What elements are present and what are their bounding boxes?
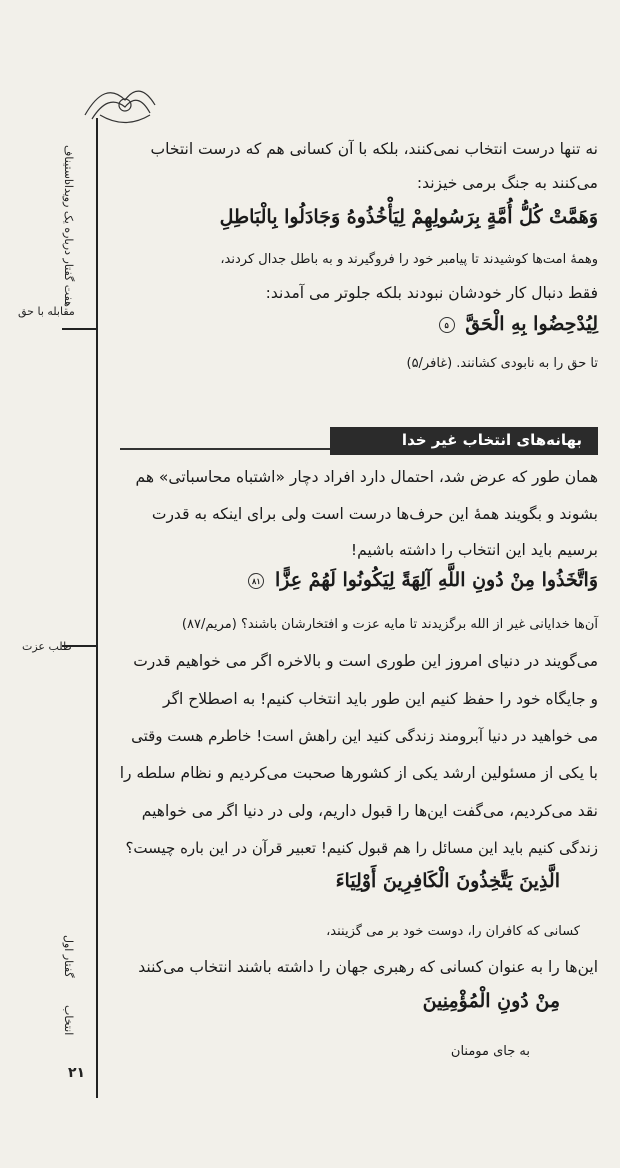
- section-heading-text: بهانه‌های انتخاب غیر خدا: [401, 431, 582, 449]
- translation-2: تا حق را به نابودی کشانند. (غافر/۵): [406, 356, 598, 371]
- margin-part-label: گفتار اول: [62, 935, 75, 978]
- margin-book-subtitle: هفت گفتار درباره یک رویداد: [62, 180, 75, 307]
- quran-verse-2: [120, 313, 598, 335]
- text-line-3: فقط دنبال کار خودشان نبودند بلکه جلوتر می آمدند:: [265, 284, 598, 302]
- section-heading: [330, 427, 598, 455]
- margin-book-title: استیناف: [62, 145, 75, 182]
- text-line-6: برسیم باید این انتخاب را داشته باشیم!: [350, 541, 598, 559]
- text-line-2: می‌کنند به جنگ برمی خیزند:: [416, 174, 598, 192]
- margin-note-haq: مقابله با حق: [18, 305, 75, 318]
- text-line-11: نقد می‌کردیم، می‌گفت این‌ها را قبول داریم، ولی در دنیا اگر می خواهیم: [141, 802, 598, 820]
- quran-verse-2-text: لِيُدْحِضُوا بِهِ الْحَقَّ: [465, 313, 598, 335]
- margin-rule-bottom: [96, 1048, 98, 1098]
- corner-ornament-icon: [80, 75, 160, 135]
- margin-rule-mid: [96, 328, 98, 1048]
- margin-note-izzat: طلب عزت: [22, 640, 72, 653]
- margin-tick-1: [62, 328, 98, 330]
- translation-4: کسانی که کافران را، دوست خود بر می گزینند،: [326, 924, 580, 939]
- translation-3: آن‌ها خدایانی غیر از الله برگزیدند تا مایه عزت و افتخارشان باشند؟ (مریم/۸۷): [181, 617, 598, 632]
- text-line-12: زندگی کنیم باید این مسائل را هم قبول کنیم! تعبیر قرآن در این باره چیست؟: [125, 839, 598, 857]
- text-line-5: بشوند و بگویند همهٔ این حرف‌ها درست است ولی برای اینکه به قدرت: [151, 505, 598, 523]
- ayah-number-2: ۵: [439, 317, 455, 333]
- margin-part-title: انتخاب: [62, 1005, 75, 1036]
- quran-verse-1: وَهَمَّتْ كُلُّ أُمَّةٍ بِرَسُولِهِمْ لِيَأْخُذُوهُ وَجَادَلُوا بِالْبَاطِلِ: [219, 206, 598, 228]
- translation-5: به جای مومنان: [450, 1044, 530, 1059]
- quran-verse-4: الَّذِينَ يَتَّخِذُونَ الْكَافِرِينَ أَوْلِيَاءَ: [335, 870, 560, 892]
- text-line-13: این‌ها را به عنوان کسانی که رهبری جهان را داشته باشند انتخاب می‌کنند: [138, 958, 598, 976]
- text-line-4: همان طور که عرض شد، احتمال دارد افراد دچار «اشتباه محاسباتی» هم: [135, 468, 598, 486]
- translation-1: وهمهٔ امت‌ها کوشیدند تا پیامبر خود را فروگیرند و به باطل جدال کردند،: [220, 252, 598, 267]
- text-line-7: می‌گویند در دنیای امروز این طوری است و بالاخره اگر می خواهیم قدرت: [133, 652, 598, 670]
- quran-verse-3: [120, 569, 598, 591]
- heading-underline: [120, 448, 330, 450]
- quran-verse-3-text: وَاتَّخَذُوا مِنْ دُونِ اللَّهِ آلِهَةً لِيَكُونُوا لَهُمْ عِزًّا: [274, 569, 598, 591]
- quran-verse-5: مِنْ دُونِ الْمُؤْمِنِينَ: [422, 990, 560, 1012]
- margin-rule-top: [96, 118, 98, 328]
- ayah-number-3: ۸۱: [248, 573, 264, 589]
- text-line-10: با یکی از مسئولین ارشد یکی از کشورها صحبت می‌کردیم و نظام سلطه را: [119, 764, 598, 782]
- page-number: ۲۱: [68, 1065, 86, 1081]
- text-line-9: می خواهید در دنیا آبرومند زندگی کنید این راهش است! خاطرم هست وقتی: [131, 727, 598, 745]
- text-line-1: نه تنها درست انتخاب نمی‌کنند، بلکه با آن کسانی هم که درست انتخاب: [150, 140, 598, 158]
- text-line-8: و جایگاه خود را حفظ کنیم این طور باید انتخاب کنیم! به اصطلاح اگر: [163, 690, 598, 708]
